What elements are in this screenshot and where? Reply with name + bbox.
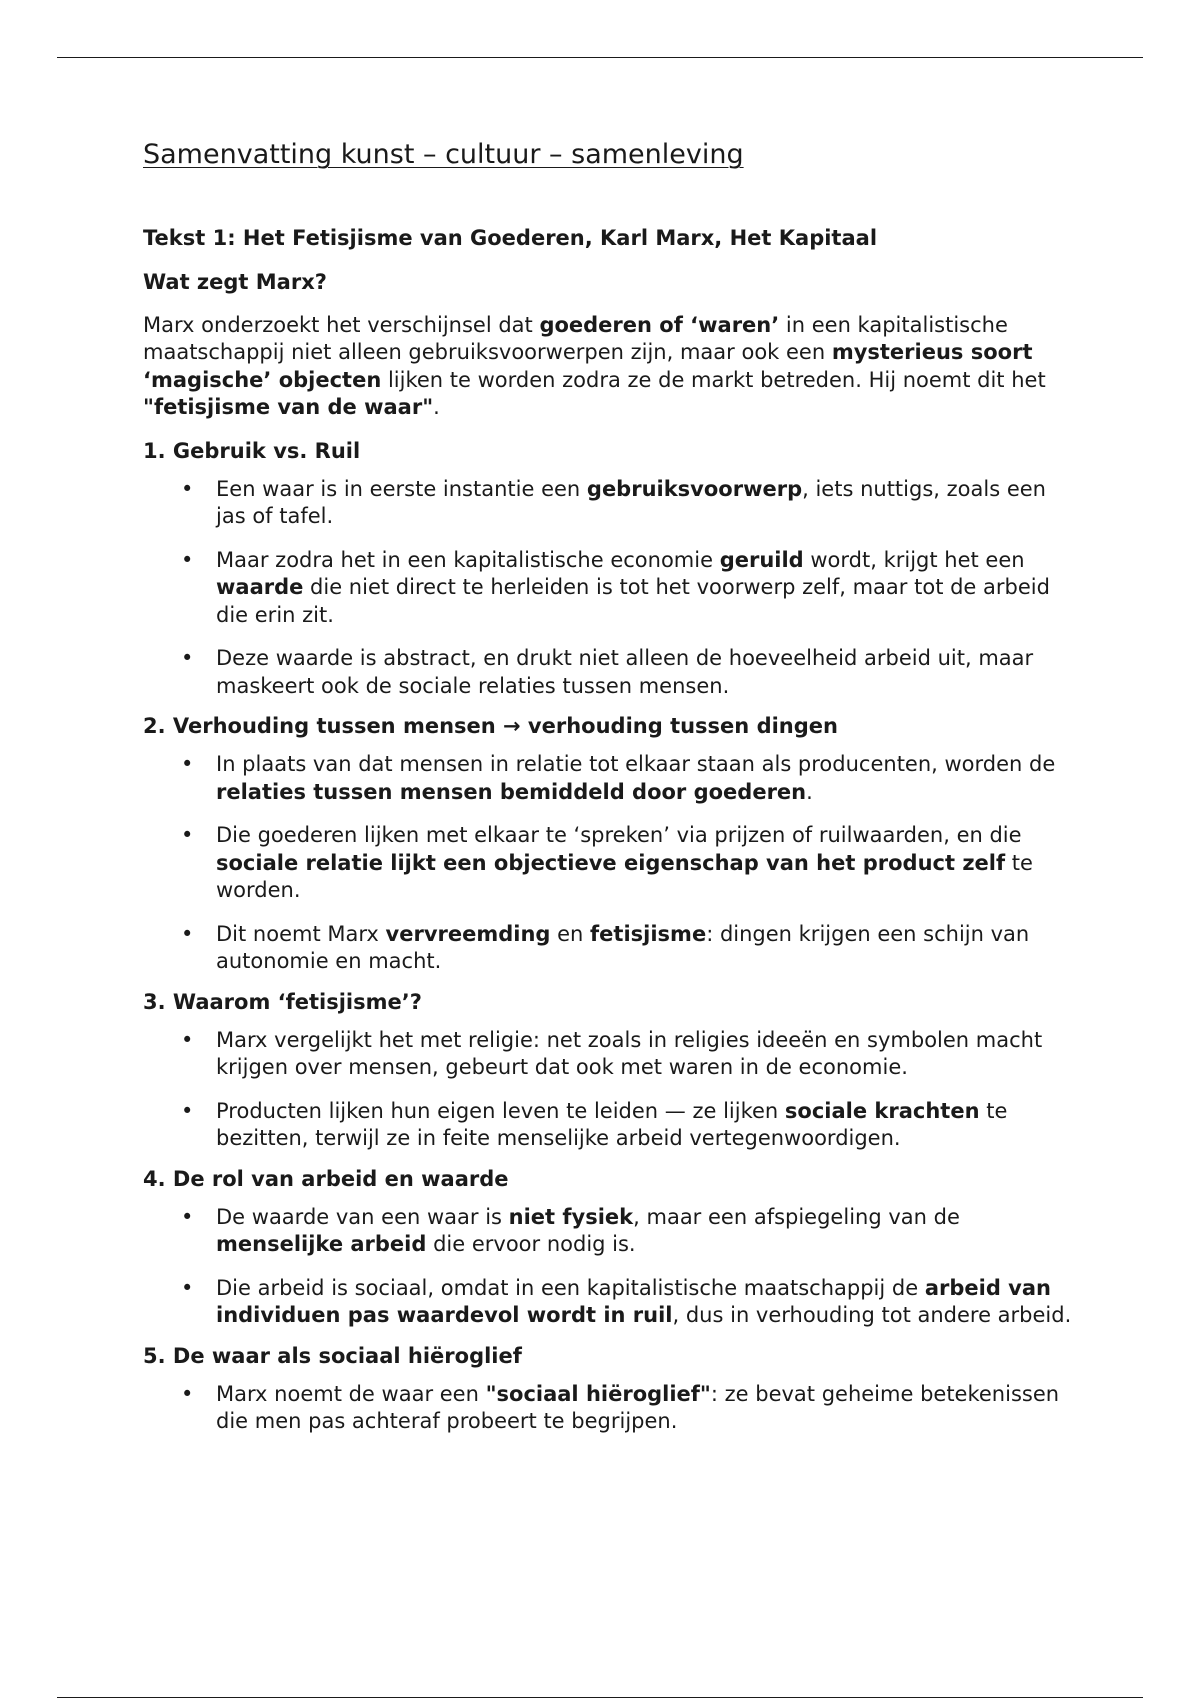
list-item [143, 645, 1073, 700]
text-run: Dit noemt Marx [216, 921, 386, 946]
text-run: . [433, 395, 440, 420]
text-run: te bezitten, terwijl ze in feite menselijke arbeid vertegenwoordigen. [216, 1098, 1008, 1151]
text-run: : ze bevat geheime betekenissen die men pas achteraf probeert te begrijpen. [216, 1381, 1060, 1434]
bullet-icon: • [181, 476, 194, 501]
text-run: Die arbeid is sociaal, omdat in een kapitalistische maatschappij de [216, 1275, 925, 1300]
bullet-icon: • [181, 1027, 194, 1052]
text-run: en [550, 921, 591, 946]
section-heading: 3. Waarom ‘fetisjisme’? [143, 989, 422, 1014]
text-run: die ervoor nodig is. [426, 1232, 636, 1257]
list-item [143, 921, 1073, 976]
list-item [143, 1381, 1073, 1436]
list-item [143, 1275, 1073, 1330]
text-run: , iets nuttigs, zoals een jas of tafel. [216, 476, 1046, 529]
list-item [143, 751, 1073, 806]
text-run: wordt, krijgt het een [803, 547, 1025, 572]
list-item [143, 547, 1073, 630]
question-heading: Wat zegt Marx? [143, 269, 327, 294]
bold-text: arbeid van individuen pas waardevol wordt in ruil [216, 1275, 1051, 1328]
bold-text: waarde [216, 575, 304, 600]
text-run: De waarde van een waar is [216, 1204, 509, 1229]
bold-text: "fetisjisme van de waar" [143, 395, 434, 420]
footer-rule [57, 1697, 1143, 1698]
bullet-icon: • [181, 921, 194, 946]
bullet-icon: • [181, 1098, 194, 1123]
text-run: te worden. [216, 850, 1033, 903]
bullet-icon: • [181, 1275, 194, 1300]
text-run: Die goederen lijken met elkaar te ‘spreken’ via prijzen of ruilwaarden, en die [216, 823, 1022, 848]
text-run: Marx noemt de waar een [216, 1381, 486, 1406]
bold-text: fetisjisme [590, 921, 707, 946]
bullet-list [143, 1204, 1073, 1330]
text-run: Marx vergelijkt het met religie: net zoals in religies ideeën en symbolen macht krijgen over mensen, gebeurt dat ook met waren in de economie. [216, 1027, 1043, 1080]
sections-container [143, 437, 1073, 1436]
text-run: , maar een afspiegeling van de [633, 1204, 960, 1229]
text-run: die niet direct te herleiden is tot het voorwerp zelf, maar tot de arbeid die erin zit. [216, 575, 1050, 627]
bullet-icon: • [181, 1204, 194, 1229]
text-run: Marx onderzoekt het verschijnsel dat [143, 312, 540, 337]
bullet-icon: • [181, 823, 194, 848]
bold-text: "sociaal hiëroglief" [485, 1381, 711, 1406]
bullet-list [143, 476, 1073, 701]
section-heading: 4. De rol van arbeid en waarde [143, 1166, 509, 1191]
bullet-icon: • [181, 646, 194, 671]
intro-paragraph [143, 312, 1073, 422]
bullet-list [143, 1381, 1073, 1436]
text-run: Een waar is in eerste instantie een [216, 476, 587, 501]
bullet-icon: • [181, 547, 194, 572]
header-rule [57, 57, 1143, 58]
bullet-list [143, 1027, 1073, 1153]
bullet-icon: • [181, 752, 194, 777]
section-heading: 5. De waar als sociaal hiëroglief [143, 1343, 522, 1368]
text-run: Maar zodra het in een kapitalistische economie [216, 547, 720, 572]
bold-text: mysterieus soort ‘magische’ objecten [143, 340, 1033, 392]
section-heading: 2. Verhouding tussen mensen → verhouding tussen dingen [143, 714, 838, 739]
text-run: Producten lijken hun eigen leven te leiden — ze lijken [216, 1098, 785, 1123]
text-heading: Tekst 1: Het Fetisjisme van Goederen, Karl Marx, Het Kapitaal [143, 225, 878, 250]
text-run: . [806, 779, 813, 804]
bullet-icon: • [181, 1381, 194, 1406]
section-heading: 1. Gebruik vs. Ruil [143, 438, 361, 463]
list-item [143, 476, 1073, 531]
list-item [143, 1098, 1073, 1153]
text-run: Deze waarde is abstract, en drukt niet alleen de hoeveelheid arbeid uit, maar maskeert ook de sociale relaties tussen mensen. [216, 646, 1034, 698]
document-title: Samenvatting kunst – cultuur – samenleving [143, 139, 744, 170]
list-item [143, 1027, 1073, 1082]
bold-text: geruild [719, 547, 804, 572]
text-run: : dingen krijgen een schijn van autonomie en macht. [216, 921, 1030, 974]
bold-text: niet fysiek [508, 1204, 634, 1229]
text-run: , dus in verhouding tot andere arbeid. [672, 1303, 1072, 1328]
document-page [143, 138, 1073, 1448]
bold-text: vervreemding [385, 921, 551, 946]
bold-text: sociale relatie lijkt een objectieve eigenschap van het product zelf [216, 850, 1006, 875]
text-run: lijken te worden zodra ze de markt betreden. Hij noemt dit het [381, 367, 1046, 392]
bullet-list [143, 751, 1073, 976]
bold-text: relaties tussen mensen bemiddeld door goederen [216, 779, 807, 804]
text-run: in een kapitalistische maatschappij niet alleen gebruiksvoorwerpen zijn, maar ook een [143, 312, 1008, 365]
list-item [143, 1204, 1073, 1259]
bold-text: sociale krachten [784, 1098, 980, 1123]
list-item [143, 822, 1073, 905]
text-run: In plaats van dat mensen in relatie tot elkaar staan als producenten, worden de [216, 752, 1056, 777]
bold-text: menselijke arbeid [216, 1232, 427, 1257]
bold-text: gebruiksvoorwerp [586, 476, 803, 501]
bold-text: goederen of ‘waren’ [539, 312, 780, 337]
